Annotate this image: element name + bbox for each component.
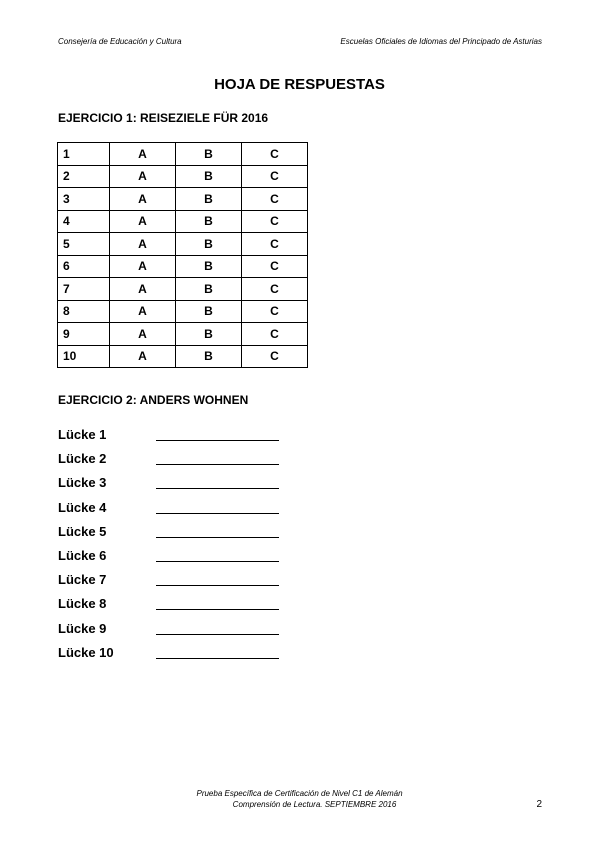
gap-label: Lücke 9 <box>58 620 107 636</box>
table-row <box>58 165 308 188</box>
answer-option-a[interactable]: A <box>110 188 176 211</box>
answer-option-c[interactable]: C <box>242 323 308 346</box>
answer-option-a[interactable]: A <box>110 255 176 278</box>
gap-answer-line[interactable] <box>156 488 279 489</box>
gap-label: Lücke 3 <box>58 475 107 491</box>
answer-option-b[interactable]: B <box>176 143 242 166</box>
answer-option-a[interactable]: A <box>110 210 176 233</box>
table-row <box>58 345 308 368</box>
question-number: 3 <box>58 188 110 211</box>
exercise1-answer-table <box>57 142 308 368</box>
gap-answer-line[interactable] <box>156 658 279 659</box>
gap-answer-line[interactable] <box>156 609 279 610</box>
gap-row <box>58 546 288 566</box>
answer-option-b[interactable]: B <box>176 165 242 188</box>
answer-option-a[interactable]: A <box>110 278 176 301</box>
answer-option-c[interactable]: C <box>242 255 308 278</box>
answer-option-b[interactable]: B <box>176 210 242 233</box>
answer-option-c[interactable]: C <box>242 165 308 188</box>
gap-answer-line[interactable] <box>156 585 279 586</box>
answer-option-c[interactable]: C <box>242 188 308 211</box>
answer-option-c[interactable]: C <box>242 300 308 323</box>
question-number: 7 <box>58 278 110 301</box>
gap-label: Lücke 1 <box>58 427 107 442</box>
footer-line1: Prueba Específica de Certificación de Nivel C1 de Alemán <box>196 789 403 798</box>
gap-row <box>58 522 288 542</box>
footer-line2: Comprensión de Lectura. SEPTIEMBRE 2016 <box>232 800 397 809</box>
answer-option-b[interactable]: B <box>176 300 242 323</box>
header-left: Consejería de Educación y Cultura <box>58 37 182 46</box>
answer-option-b[interactable]: B <box>176 345 242 368</box>
answer-option-b[interactable]: B <box>176 233 242 256</box>
table-row <box>58 255 308 278</box>
table-row <box>58 143 308 166</box>
gap-row <box>58 570 288 590</box>
gap-row <box>58 643 288 663</box>
gap-answer-line[interactable] <box>156 634 279 635</box>
gap-label: Lücke 6 <box>58 548 107 563</box>
answer-option-a[interactable]: A <box>110 345 176 368</box>
answer-option-c[interactable]: C <box>242 278 308 301</box>
question-number: 9 <box>58 323 110 346</box>
question-number: 8 <box>58 300 110 323</box>
gap-row <box>58 449 288 469</box>
gap-answer-line[interactable] <box>156 561 279 562</box>
question-number: 1 <box>58 143 110 166</box>
gap-row <box>58 594 288 614</box>
page-number: 2 <box>536 799 542 810</box>
gap-row <box>58 619 288 639</box>
gap-label: Lücke 4 <box>58 499 107 515</box>
answer-option-a[interactable]: A <box>110 165 176 188</box>
table-row <box>58 233 308 256</box>
footer <box>0 788 599 810</box>
gap-answer-line[interactable] <box>156 440 279 441</box>
answer-option-a[interactable]: A <box>110 233 176 256</box>
exercise1-title: EJERCICIO 1: REISEZIELE FÜR 2016 <box>58 111 269 125</box>
question-number: 10 <box>58 345 110 368</box>
question-number: 5 <box>58 233 110 256</box>
page-title: HOJA DE RESPUESTAS <box>214 76 385 93</box>
gap-label: Lücke 10 <box>58 644 114 660</box>
answer-option-a[interactable]: A <box>110 143 176 166</box>
question-number: 2 <box>58 165 110 188</box>
table-row <box>58 323 308 346</box>
table-row <box>58 278 308 301</box>
header-right: Escuelas Oficiales de Idiomas del Principado de Asturias <box>340 37 542 46</box>
answer-option-b[interactable]: B <box>176 255 242 278</box>
gap-row <box>58 498 288 518</box>
gap-answer-line[interactable] <box>156 537 279 538</box>
gap-answer-line[interactable] <box>156 464 279 465</box>
answer-option-a[interactable]: A <box>110 300 176 323</box>
table-row <box>58 300 308 323</box>
answer-option-b[interactable]: B <box>176 323 242 346</box>
gap-label: Lücke 7 <box>58 572 107 588</box>
gap-label: Lücke 5 <box>58 523 107 539</box>
answer-option-b[interactable]: B <box>176 278 242 301</box>
answer-option-c[interactable]: C <box>242 210 308 233</box>
question-number: 4 <box>58 210 110 233</box>
gap-row <box>58 425 288 445</box>
gap-row <box>58 473 288 493</box>
answer-option-a[interactable]: A <box>110 323 176 346</box>
question-number: 6 <box>58 255 110 278</box>
table-row <box>58 210 308 233</box>
answer-option-c[interactable]: C <box>242 143 308 166</box>
table-row <box>58 188 308 211</box>
answer-option-b[interactable]: B <box>176 188 242 211</box>
answer-option-c[interactable]: C <box>242 233 308 256</box>
gap-label: Lücke 2 <box>58 451 107 467</box>
answer-option-c[interactable]: C <box>242 345 308 368</box>
gap-answer-line[interactable] <box>156 513 279 514</box>
exercise2-title: EJERCICIO 2: ANDERS WOHNEN <box>58 393 249 407</box>
gap-label: Lücke 8 <box>58 596 107 612</box>
